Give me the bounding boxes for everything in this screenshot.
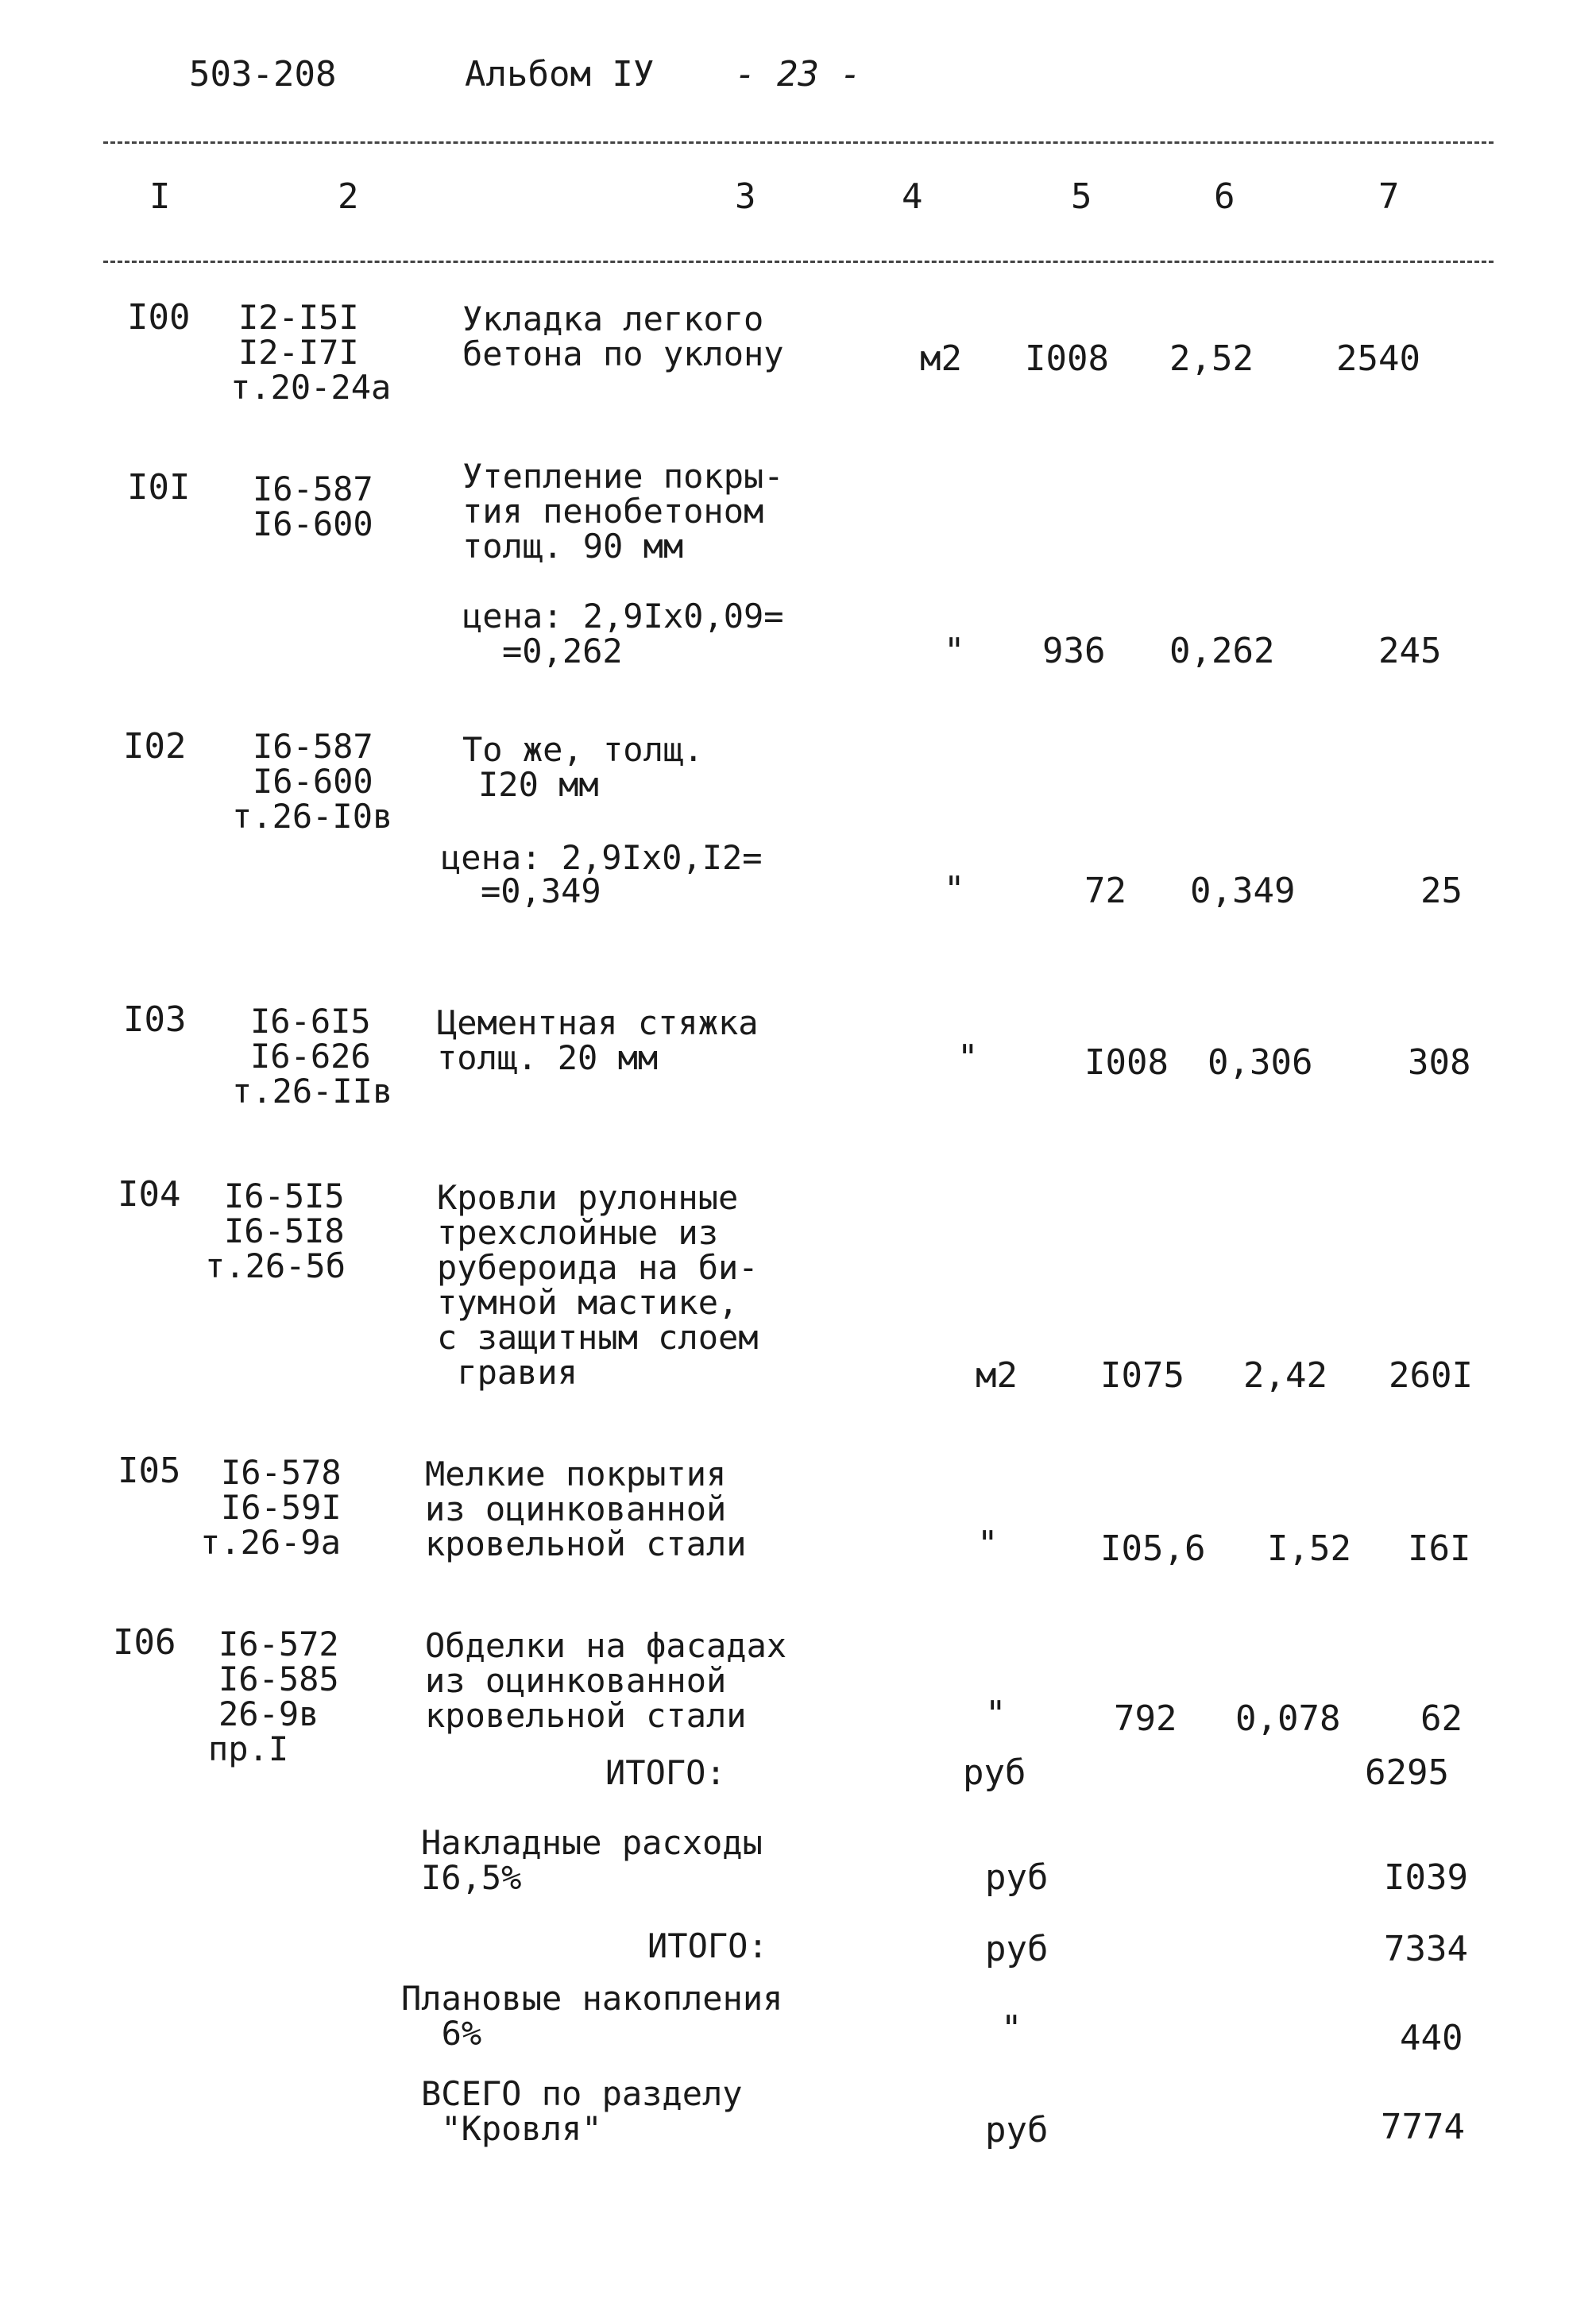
- row-total: 62: [1420, 1698, 1463, 1739]
- row-price-calc: цена: 2,9Iх0,09=: [462, 597, 784, 636]
- row-code: т.26-IIв: [232, 1072, 393, 1111]
- row-unit: м2: [920, 338, 962, 379]
- row-description: из оцинкованной: [425, 1661, 727, 1700]
- row-code: I6-587: [253, 469, 373, 508]
- row-code: I6-5I5: [224, 1177, 345, 1215]
- row-code: I2-I7I: [238, 333, 359, 372]
- row-code: пр.I: [208, 1729, 289, 1768]
- row-code: I6-626: [250, 1037, 371, 1076]
- summary-unit: руб: [963, 1752, 1026, 1793]
- row-description: I20 мм: [478, 765, 599, 804]
- header-rule-top: [103, 141, 1494, 144]
- row-code: I6-600: [253, 504, 373, 543]
- row-number: I05: [118, 1451, 181, 1491]
- row-code: I6-587: [253, 727, 373, 766]
- row-quantity: I008: [1084, 1042, 1169, 1083]
- summary-total: 7774: [1381, 2107, 1465, 2147]
- row-description: Кровли рулонные: [437, 1178, 739, 1217]
- row-code: т.20-24а: [230, 368, 392, 407]
- row-unit-price: 0,262: [1169, 631, 1275, 671]
- summary-label: ИТОГО:: [647, 1926, 768, 1965]
- row-code: I6-578: [221, 1453, 342, 1492]
- summary-unit: руб: [985, 2110, 1049, 2150]
- summary-total: 7334: [1384, 1929, 1468, 1969]
- row-total: 25: [1420, 871, 1463, 911]
- row-quantity: I075: [1100, 1355, 1184, 1396]
- row-code: I6-5I8: [224, 1211, 345, 1250]
- row-code: I6-572: [218, 1625, 339, 1663]
- row-quantity: I008: [1025, 338, 1109, 379]
- row-code: т.26-5б: [205, 1246, 346, 1285]
- row-code: I6-585: [218, 1660, 339, 1698]
- summary-label: 6%: [401, 2014, 482, 2053]
- row-description: То же, толщ.: [462, 730, 704, 769]
- album-label: Альбом IУ: [465, 54, 655, 95]
- summary-total: I039: [1384, 1857, 1468, 1898]
- row-total: 308: [1408, 1042, 1471, 1083]
- row-unit-price: I,52: [1267, 1528, 1351, 1569]
- col-header-6: 6: [1214, 176, 1235, 217]
- row-code: I6-59I: [221, 1488, 342, 1527]
- row-description: Утепление покры-: [462, 457, 784, 496]
- row-description: бетона по уклону: [462, 334, 784, 373]
- summary-label: ВСЕГО по разделу: [421, 2074, 743, 2113]
- row-quantity: I05,6: [1100, 1528, 1206, 1569]
- row-description: трехслойные из: [437, 1213, 719, 1252]
- row-description: тия пенобетоном: [462, 492, 764, 531]
- row-total: 245: [1378, 631, 1442, 671]
- row-description: гравия: [437, 1353, 578, 1392]
- row-unit: м2: [976, 1355, 1018, 1396]
- row-description: Цементная стяжка: [437, 1003, 759, 1042]
- row-quantity: 936: [1042, 631, 1106, 671]
- row-number: I06: [113, 1622, 176, 1663]
- row-description: с защитным слоем: [437, 1318, 759, 1357]
- row-unit: ": [985, 1694, 1007, 1734]
- row-total: 260I: [1389, 1355, 1473, 1396]
- row-description: кровельной стали: [425, 1696, 747, 1735]
- row-code: I2-I5I: [238, 298, 359, 337]
- row-unit-price: 2,42: [1243, 1355, 1327, 1396]
- summary-unit: ": [1001, 2008, 1022, 2049]
- row-description: кровельной стали: [425, 1524, 747, 1563]
- summary-label: Накладные расходы: [421, 1823, 763, 1862]
- row-quantity: 72: [1084, 871, 1126, 911]
- summary-label: ИТОГО:: [605, 1753, 726, 1792]
- row-number: I04: [118, 1174, 181, 1215]
- summary-label: "Кровля": [421, 2109, 602, 2148]
- row-unit: ": [957, 1037, 979, 1078]
- row-number: I02: [123, 726, 187, 767]
- col-header-2: 2: [338, 176, 359, 217]
- row-unit-price: 0,349: [1190, 871, 1296, 911]
- row-code: I6-600: [253, 762, 373, 801]
- row-unit-price: 2,52: [1169, 338, 1254, 379]
- row-code: I6-6I5: [250, 1002, 371, 1041]
- row-total: 2540: [1336, 338, 1420, 379]
- summary-total: 440: [1400, 2018, 1463, 2058]
- col-header-4: 4: [902, 176, 923, 217]
- row-number: I0I: [127, 467, 191, 508]
- row-price-calc: цена: 2,9Iх0,I2=: [441, 838, 763, 877]
- col-header-3: 3: [735, 176, 756, 217]
- col-header-1: I: [149, 176, 171, 217]
- row-code: т.26-I0в: [232, 797, 393, 836]
- row-description: рубероида на би-: [437, 1248, 759, 1287]
- row-code: т.26-9а: [200, 1523, 342, 1562]
- summary-label: I6,5%: [421, 1858, 522, 1897]
- row-description: толщ. 90 мм: [462, 527, 684, 566]
- row-description: из оцинкованной: [425, 1490, 727, 1528]
- row-description: толщ. 20 мм: [437, 1038, 659, 1077]
- row-code: 26-9в: [218, 1694, 319, 1733]
- col-header-7: 7: [1378, 176, 1400, 217]
- row-description: тумной мастике,: [437, 1283, 739, 1322]
- summary-unit: руб: [985, 1929, 1049, 1969]
- row-description: Обделки на фасадах: [425, 1626, 787, 1665]
- row-description: Укладка легкого: [462, 299, 764, 338]
- row-unit: ": [977, 1524, 999, 1564]
- row-unit-price: 0,306: [1208, 1042, 1313, 1083]
- col-header-5: 5: [1071, 176, 1092, 217]
- row-unit-price: 0,078: [1235, 1698, 1341, 1739]
- row-quantity: 792: [1114, 1698, 1177, 1739]
- row-description: Мелкие покрытия: [425, 1455, 727, 1493]
- row-price-calc: =0,349: [481, 871, 601, 910]
- row-number: I00: [127, 297, 191, 338]
- row-total: I6I: [1408, 1528, 1471, 1569]
- row-number: I03: [123, 999, 187, 1040]
- doc-number: 503-208: [189, 54, 337, 95]
- row-unit: ": [944, 631, 965, 671]
- row-unit: ": [944, 869, 965, 910]
- summary-label: Плановые накопления: [401, 1979, 783, 2018]
- row-price-calc: =0,262: [502, 632, 623, 670]
- header-rule-bottom: [103, 261, 1494, 263]
- page-number: - 23 -: [735, 54, 861, 95]
- summary-unit: руб: [985, 1857, 1049, 1898]
- summary-total: 6295: [1365, 1752, 1449, 1793]
